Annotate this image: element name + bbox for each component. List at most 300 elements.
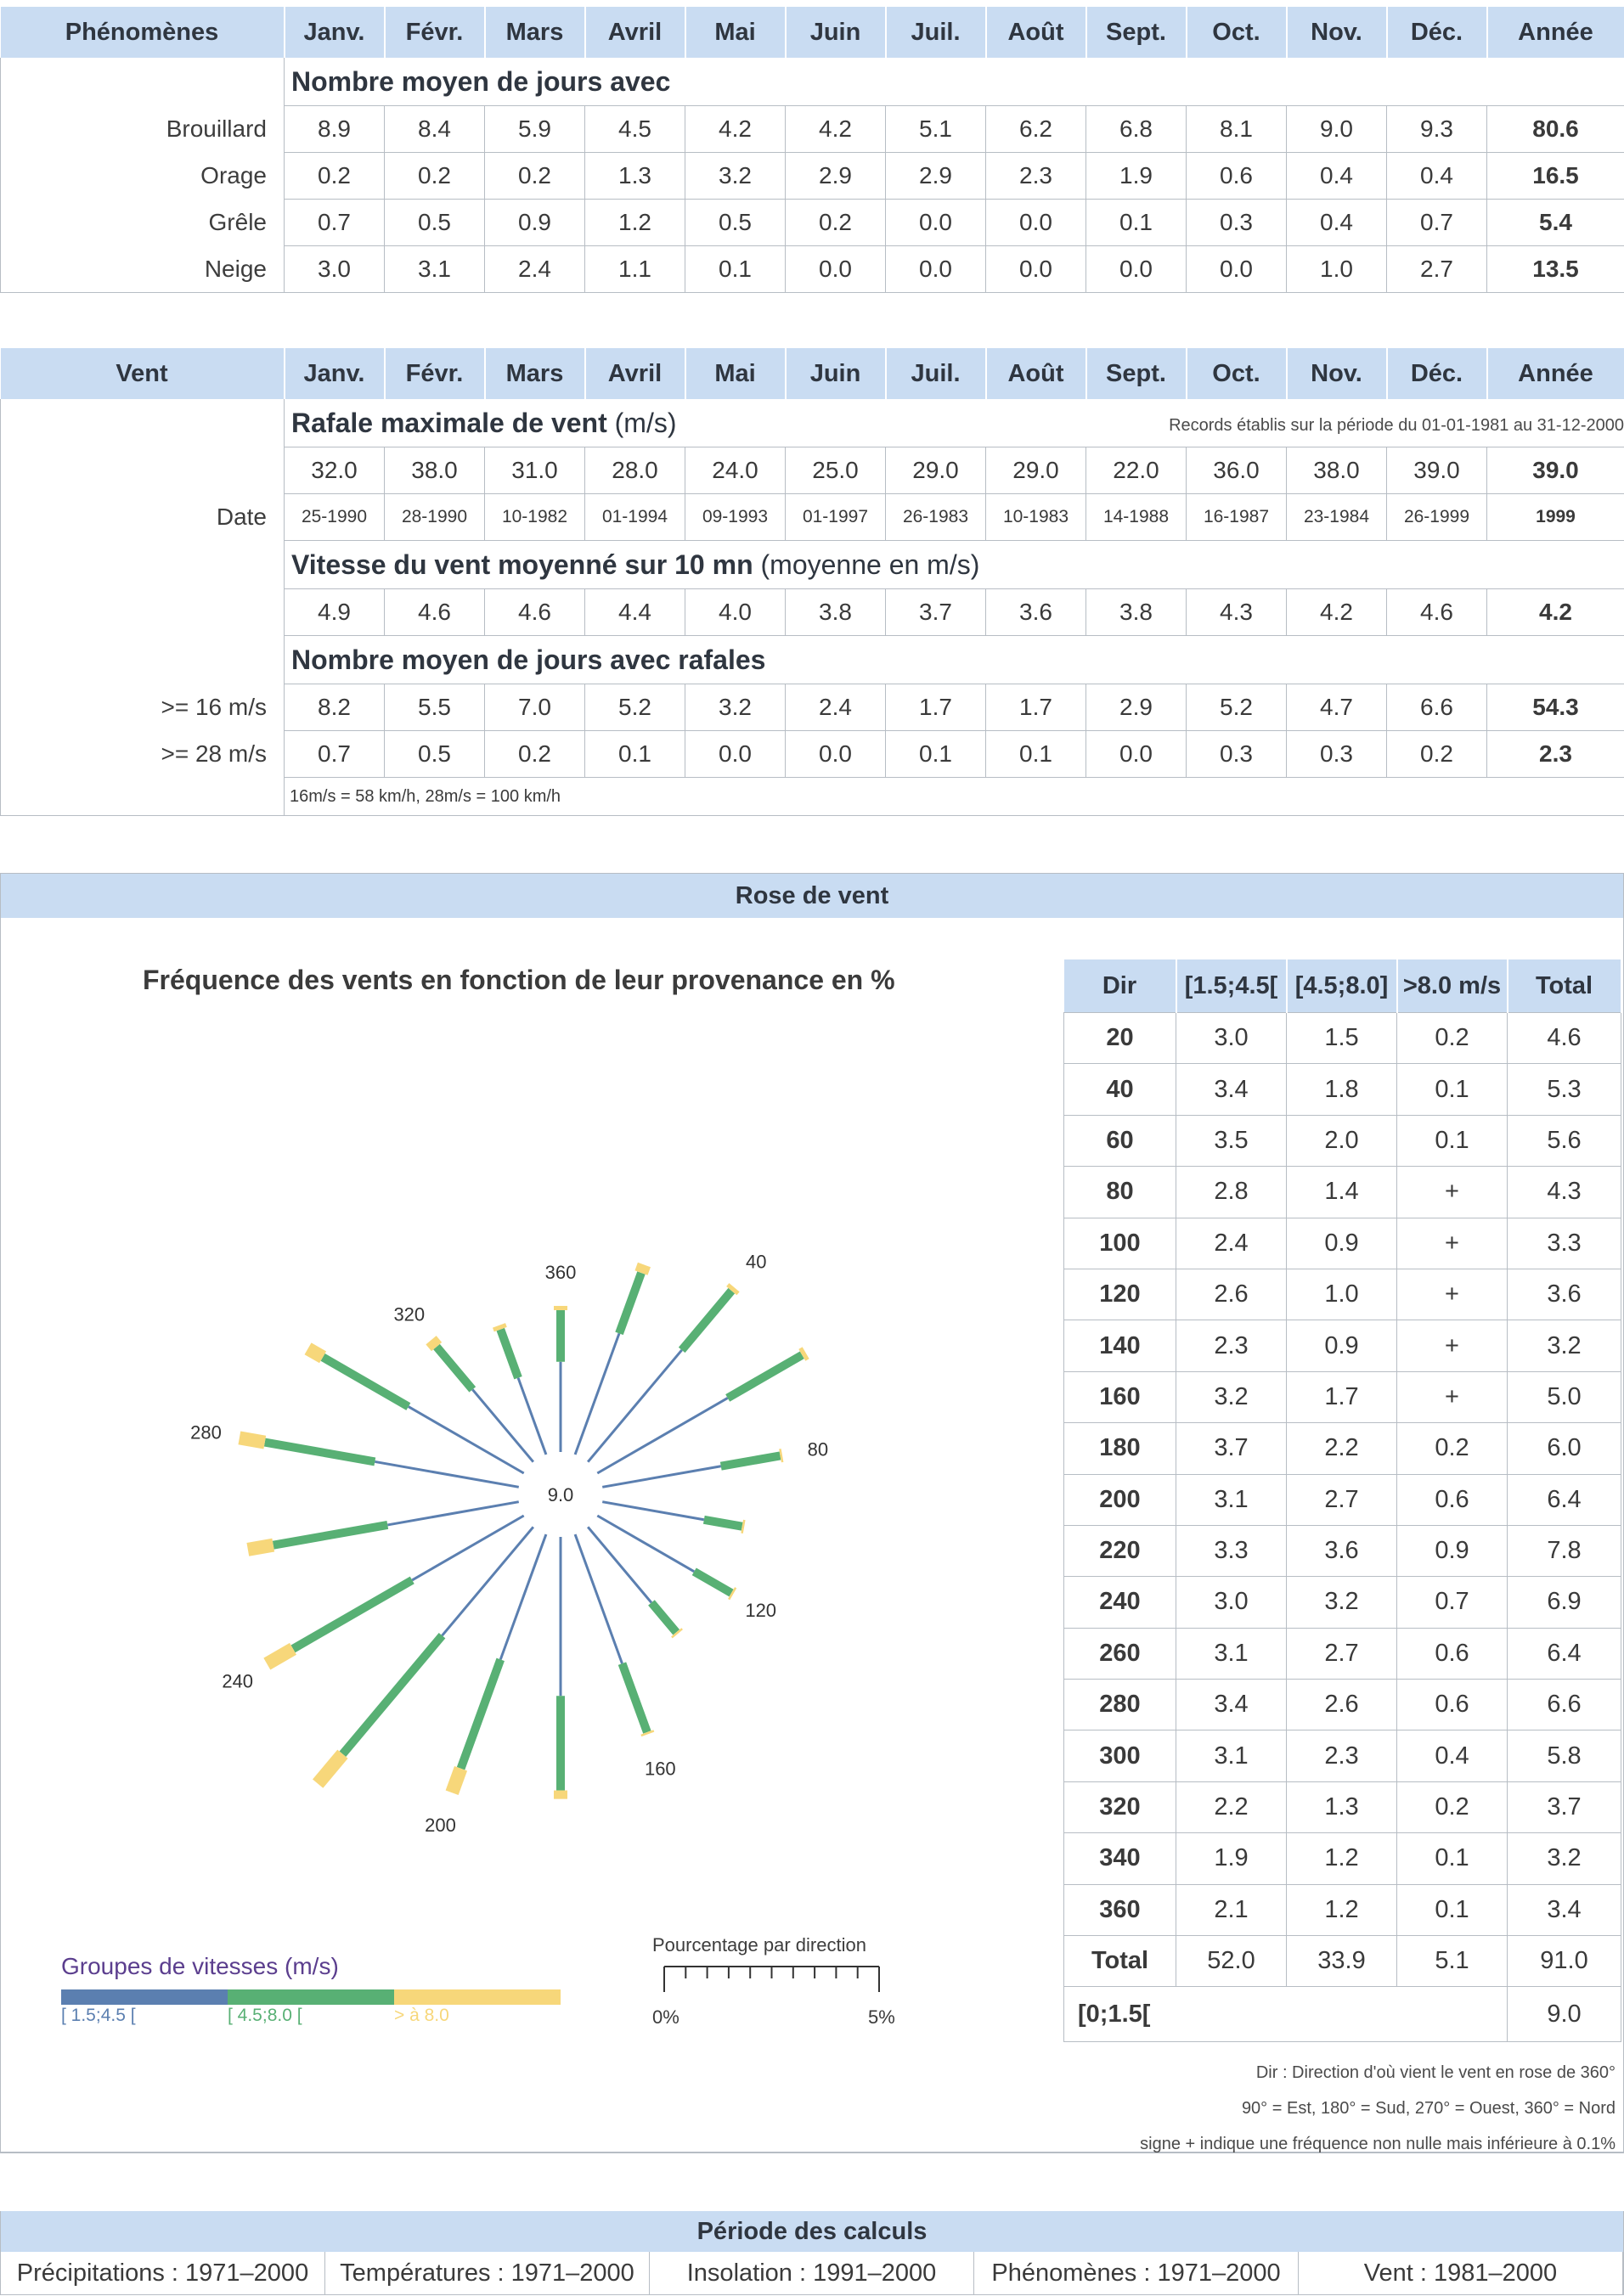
rose-bar-mid xyxy=(728,1355,803,1398)
rose-cell-mid: 1.2 xyxy=(1287,1833,1397,1884)
rose-bar-low xyxy=(597,1516,694,1572)
table-cell: 0.0 xyxy=(886,246,986,293)
rose-axis-label: 240 xyxy=(222,1670,254,1692)
table-cell: 3.7 xyxy=(886,589,986,636)
rose-bar-mid xyxy=(461,1659,501,1768)
rose-note-2: 90° = Est, 180° = Sud, 270° = Ouest, 360° = Nord xyxy=(1241,2099,1616,2118)
vent-col-header: Juin xyxy=(786,348,886,399)
table-cell: 3.8 xyxy=(786,589,886,636)
rose-cell-total: 5.8 xyxy=(1508,1730,1621,1781)
dir-cell: 340 xyxy=(1064,1833,1176,1884)
table-cell: 0.5 xyxy=(385,731,485,778)
rose-bar-high xyxy=(676,1632,678,1634)
rose-axis-label: 320 xyxy=(393,1303,426,1325)
table-cell: 4.7 xyxy=(1287,684,1387,731)
rose-cell-total: 4.3 xyxy=(1508,1167,1621,1218)
rose-cell-total: 6.9 xyxy=(1508,1577,1621,1628)
rose-bar-low xyxy=(375,1461,518,1487)
records-note: Records établis sur la période du 01-01-1981 au 31-12-2000 xyxy=(1169,415,1624,435)
table-row xyxy=(1064,1680,1621,1730)
rose-bar-mid xyxy=(323,1357,409,1406)
table-cell: 8.1 xyxy=(1187,106,1287,153)
rose-bar-low xyxy=(472,1389,533,1461)
table-cell: 9.3 xyxy=(1387,106,1487,153)
table-cell: 0.2 xyxy=(786,200,886,246)
vent-header: Vent xyxy=(1,348,285,399)
row-label: Grêle xyxy=(1,200,285,246)
table-cell: 0.1 xyxy=(986,731,1086,778)
legend-swatch-mid xyxy=(228,1989,394,2005)
table-cell: 38.0 xyxy=(1287,447,1387,494)
calm-center-label: 9.0 xyxy=(547,1484,574,1505)
table-cell: 3.2 xyxy=(685,153,786,200)
dir-cell: 40 xyxy=(1064,1064,1176,1115)
phen-col-header: Août xyxy=(986,7,1086,58)
rose-bar-high xyxy=(452,1769,460,1793)
table-cell: 0.1 xyxy=(886,731,986,778)
table-row xyxy=(1064,1167,1621,1218)
legend-label-low: [ 1.5;4.5 [ xyxy=(61,2006,136,2025)
row-label: >= 16 m/s xyxy=(1,684,285,731)
periode-title: Période des calculs xyxy=(1,2211,1623,2252)
phen-col-header: Mai xyxy=(685,7,786,58)
table-cell: 26-1983 xyxy=(886,494,986,541)
table-cell: 0.1 xyxy=(1086,200,1187,246)
table-cell: 24.0 xyxy=(685,447,786,494)
table-row xyxy=(1064,1884,1621,1935)
table-row xyxy=(1064,1833,1621,1884)
rose-cell-low: 2.6 xyxy=(1176,1269,1287,1320)
rose-cell-total: 3.2 xyxy=(1508,1833,1621,1884)
row-label: >= 28 m/s xyxy=(1,731,285,778)
vent-col-header: Janv. xyxy=(285,348,385,399)
rose-cell-total: 6.4 xyxy=(1508,1628,1621,1679)
dir-cell: 220 xyxy=(1064,1525,1176,1576)
periode-section xyxy=(0,2211,1624,2295)
vent-col-header: Déc. xyxy=(1387,348,1487,399)
table-cell: 3.2 xyxy=(685,684,786,731)
rose-axis-label: 160 xyxy=(644,1758,676,1780)
table-cell: 0.2 xyxy=(1387,731,1487,778)
dir-cell: 180 xyxy=(1064,1423,1176,1474)
rose-bar-mid xyxy=(437,1347,472,1389)
rose-cell-high: 0.1 xyxy=(1397,1115,1508,1166)
table-cell: 4.3 xyxy=(1187,589,1287,636)
phen-col-header: Sept. xyxy=(1086,7,1187,58)
rose-bar-low xyxy=(500,1534,546,1659)
periode-item: Vent : 1981–2000 xyxy=(1299,2252,1623,2294)
table-cell: 0.3 xyxy=(1187,731,1287,778)
table-cell: 1.2 xyxy=(585,200,685,246)
rose-cell-total: 6.6 xyxy=(1508,1680,1621,1730)
rose-bar-high xyxy=(431,1340,437,1347)
rose-bar-mid xyxy=(704,1520,742,1527)
rose-cell-mid: 1.7 xyxy=(1287,1371,1397,1422)
rose-bar-low xyxy=(575,1534,622,1663)
rose-cell-mid: 2.2 xyxy=(1287,1423,1397,1474)
phen-col-header: Déc. xyxy=(1387,7,1487,58)
table-row xyxy=(1064,1269,1621,1320)
table-cell: 3.8 xyxy=(1086,589,1187,636)
rose-bar-high xyxy=(641,1265,644,1274)
rose-cell-high: 0.2 xyxy=(1397,1013,1508,1064)
rose-cell-total: 3.7 xyxy=(1508,1781,1621,1832)
rose-cell-mid: 2.0 xyxy=(1287,1115,1397,1166)
rose-note-1: Dir : Direction d'où vient le vent en rose de 360° xyxy=(1255,2063,1616,2082)
table-cell: 0.4 xyxy=(1287,200,1387,246)
table-cell: 0.0 xyxy=(786,246,886,293)
dir-cell: 320 xyxy=(1064,1781,1176,1832)
dir-cell: 140 xyxy=(1064,1320,1176,1371)
dir-cell: 160 xyxy=(1064,1371,1176,1422)
rose-cell-mid: 2.7 xyxy=(1287,1474,1397,1525)
rose-cell-low: 3.1 xyxy=(1176,1628,1287,1679)
rose-cell-high: 0.1 xyxy=(1397,1833,1508,1884)
table-cell: 5.2 xyxy=(1187,684,1287,731)
rose-cell-high: + xyxy=(1397,1269,1508,1320)
table-cell: 2.9 xyxy=(1086,684,1187,731)
table-cell: 28-1990 xyxy=(385,494,485,541)
table-cell: 5.4 xyxy=(1487,200,1624,246)
rose-bar-high xyxy=(731,1287,734,1291)
rose-axis-label: 40 xyxy=(745,1251,767,1273)
table-cell: 8.4 xyxy=(385,106,485,153)
table-cell: 2.9 xyxy=(786,153,886,200)
table-cell: 23-1984 xyxy=(1287,494,1387,541)
phenomenes-section xyxy=(0,7,1624,293)
rose-bar-mid xyxy=(651,1602,676,1632)
table-cell: 0.0 xyxy=(685,731,786,778)
table-cell: 1.0 xyxy=(1287,246,1387,293)
table-row xyxy=(1064,1064,1621,1115)
dir-cell: 60 xyxy=(1064,1115,1176,1166)
rose-cell-mid: 3.6 xyxy=(1287,1525,1397,1576)
rose-cell-total: 6.4 xyxy=(1508,1474,1621,1525)
table-cell: 0.7 xyxy=(285,731,385,778)
table-cell: 31.0 xyxy=(485,447,585,494)
rose-bar-high xyxy=(499,1325,501,1330)
rose-bar-low xyxy=(443,1527,533,1635)
table-cell: 4.4 xyxy=(585,589,685,636)
rose-bar-high xyxy=(647,1732,648,1734)
table-cell: 3.6 xyxy=(986,589,1086,636)
table-cell: 0.4 xyxy=(1287,153,1387,200)
table-cell: 0.2 xyxy=(485,731,585,778)
table-row xyxy=(1,200,1624,246)
rose-cell-low: 2.3 xyxy=(1176,1320,1287,1371)
rose-cell-mid: 1.8 xyxy=(1287,1064,1397,1115)
rose-cell-low: 3.0 xyxy=(1176,1013,1287,1064)
dir-cell: 120 xyxy=(1064,1269,1176,1320)
periode-item: Phénomènes : 1971–2000 xyxy=(974,2252,1299,2294)
dir-cell: 240 xyxy=(1064,1577,1176,1628)
table-cell: 0.0 xyxy=(886,200,986,246)
table-cell: 1999 xyxy=(1487,494,1624,541)
table-cell: 8.2 xyxy=(285,684,385,731)
table-cell: 2.4 xyxy=(786,684,886,731)
calm-row xyxy=(1064,1987,1621,2042)
rose-bar-high xyxy=(267,1649,293,1664)
table-cell: 16.5 xyxy=(1487,153,1624,200)
rose-bar-low xyxy=(387,1502,518,1525)
vent-col-header: Août xyxy=(986,348,1086,399)
rose-table xyxy=(1063,959,1622,2042)
rose-bar-low xyxy=(597,1398,727,1473)
rose-cell-mid: 1.2 xyxy=(1287,1884,1397,1935)
table-cell: 0.0 xyxy=(1187,246,1287,293)
table-cell: 4.5 xyxy=(585,106,685,153)
table-cell: 8.9 xyxy=(285,106,385,153)
rose-bar-mid xyxy=(619,1273,641,1333)
rose-bar-low xyxy=(518,1378,546,1455)
row-label: Brouillard xyxy=(1,106,285,153)
rose-cell-high: 0.2 xyxy=(1397,1423,1508,1474)
rose-bar-high xyxy=(308,1348,324,1357)
table-row xyxy=(1064,1115,1621,1166)
table-row xyxy=(1064,1013,1621,1064)
table-row xyxy=(1064,1730,1621,1781)
table-cell: 38.0 xyxy=(385,447,485,494)
table-cell: 5.1 xyxy=(886,106,986,153)
rose-bar-mid xyxy=(694,1572,731,1593)
table-cell: 4.2 xyxy=(685,106,786,153)
vent-col-header: Oct. xyxy=(1187,348,1287,399)
table-cell: 4.9 xyxy=(285,589,385,636)
rose-cell-high: 0.7 xyxy=(1397,1577,1508,1628)
table-cell: 3.0 xyxy=(285,246,385,293)
dir-cell: 80 xyxy=(1064,1167,1176,1218)
rose-cell-low: 3.0 xyxy=(1176,1577,1287,1628)
row-label: Orage xyxy=(1,153,285,200)
table-cell: 4.2 xyxy=(1487,589,1624,636)
rose-cell-low: 3.4 xyxy=(1176,1680,1287,1730)
table-cell: 4.2 xyxy=(786,106,886,153)
calm-cell: 9.0 xyxy=(1508,1987,1621,2042)
phen-col-header: Janv. xyxy=(285,7,385,58)
phenomenes-header: Phénomènes xyxy=(1,7,285,58)
phenomenes-subtitle: Nombre moyen de jours avec xyxy=(285,58,1624,106)
table-row xyxy=(1064,1218,1621,1269)
table-cell: 0.3 xyxy=(1287,731,1387,778)
total-cell: 52.0 xyxy=(1176,1936,1287,1987)
legend-bar xyxy=(61,1989,561,2005)
table-cell: 0.6 xyxy=(1187,153,1287,200)
total-label: Total xyxy=(1064,1936,1176,1987)
table-cell: 2.9 xyxy=(886,153,986,200)
rose-bar-high xyxy=(731,1593,733,1594)
rose-cell-mid: 2.7 xyxy=(1287,1628,1397,1679)
rose-table-wrap xyxy=(1063,959,1621,2042)
table-cell: 2.3 xyxy=(1487,731,1624,778)
table-cell: 80.6 xyxy=(1487,106,1624,153)
vent-col-header: Févr. xyxy=(385,348,485,399)
rose-cell-low: 3.4 xyxy=(1176,1064,1287,1115)
vent-section xyxy=(0,348,1624,816)
table-cell: 13.5 xyxy=(1487,246,1624,293)
calm-label: [0;1.5[ xyxy=(1064,1987,1508,2042)
table-row xyxy=(1064,1474,1621,1525)
rose-cell-total: 7.8 xyxy=(1508,1525,1621,1576)
legend-swatch-low xyxy=(61,1989,228,2005)
rose-cell-low: 3.3 xyxy=(1176,1525,1287,1576)
rose-bar-mid xyxy=(293,1580,412,1649)
rose-cell-high: 0.2 xyxy=(1397,1781,1508,1832)
table-cell: 01-1997 xyxy=(786,494,886,541)
phen-col-header: Avril xyxy=(585,7,685,58)
rose-cell-high: 0.6 xyxy=(1397,1680,1508,1730)
rose-axis-label: 80 xyxy=(807,1438,829,1460)
table-cell: 0.3 xyxy=(1187,200,1287,246)
rose-cell-mid: 3.2 xyxy=(1287,1577,1397,1628)
rose-cell-low: 2.2 xyxy=(1176,1781,1287,1832)
vent-col-header: Avril xyxy=(585,348,685,399)
table-cell: 0.2 xyxy=(485,153,585,200)
table-row xyxy=(1,106,1624,153)
rose-bar-mid xyxy=(622,1663,646,1732)
rose-cell-total: 6.0 xyxy=(1508,1423,1621,1474)
phen-col-header: Oct. xyxy=(1187,7,1287,58)
rose-col-header: [1.5;4.5[ xyxy=(1176,959,1287,1013)
rose-axis-label: 280 xyxy=(190,1421,222,1443)
rose-cell-high: 0.6 xyxy=(1397,1628,1508,1679)
rose-bar-high xyxy=(318,1754,342,1784)
table-cell: 0.5 xyxy=(685,200,786,246)
periode-item: Températures : 1971–2000 xyxy=(325,2252,650,2294)
rose-cell-low: 3.1 xyxy=(1176,1730,1287,1781)
rose-cell-high: 0.1 xyxy=(1397,1064,1508,1115)
table-cell: 29.0 xyxy=(886,447,986,494)
table-row xyxy=(1064,1525,1621,1576)
rose-bar-mid xyxy=(721,1455,781,1466)
wind-rose-chart xyxy=(0,1172,1053,1851)
scale-title: Pourcentage par direction xyxy=(652,1934,866,1956)
table-cell: 5.5 xyxy=(385,684,485,731)
rose-bar-mid xyxy=(500,1330,518,1378)
legend-label-high: > à 8.0 xyxy=(394,2006,449,2025)
table-cell: 0.1 xyxy=(585,731,685,778)
vent-table xyxy=(0,348,1624,816)
table-cell: 1.7 xyxy=(986,684,1086,731)
rose-cell-mid: 0.9 xyxy=(1287,1320,1397,1371)
rose-bar-high xyxy=(802,1353,805,1355)
rose-axis-label: 200 xyxy=(425,1814,456,1836)
legend-swatch-high xyxy=(394,1989,561,2005)
rose-cell-high: + xyxy=(1397,1371,1508,1422)
rose-col-header: Dir xyxy=(1064,959,1176,1013)
table-cell: 0.2 xyxy=(385,153,485,200)
table-cell: 4.6 xyxy=(385,589,485,636)
rose-cell-low: 3.5 xyxy=(1176,1115,1287,1166)
rose-bar-mid xyxy=(682,1291,732,1350)
table-cell: 1.9 xyxy=(1086,153,1187,200)
rose-cell-total: 4.6 xyxy=(1508,1013,1621,1064)
rose-cell-mid: 1.5 xyxy=(1287,1013,1397,1064)
table-cell: 01-1994 xyxy=(585,494,685,541)
table-cell: 36.0 xyxy=(1187,447,1287,494)
phen-col-header: Juil. xyxy=(886,7,986,58)
rose-col-header: Total xyxy=(1508,959,1621,1013)
phen-col-header: Nov. xyxy=(1287,7,1387,58)
vitesse-unit: (moyenne en m/s) xyxy=(760,549,980,580)
scale-min: 0% xyxy=(652,2006,679,2028)
rose-cell-mid: 0.9 xyxy=(1287,1218,1397,1269)
scale-max: 5% xyxy=(868,2006,895,2028)
table-row xyxy=(1064,1320,1621,1371)
table-cell: 0.4 xyxy=(1387,153,1487,200)
dir-cell: 100 xyxy=(1064,1218,1176,1269)
rose-bar-low xyxy=(409,1407,524,1473)
rose-axis-label: 120 xyxy=(745,1600,777,1622)
table-cell: 7.0 xyxy=(485,684,585,731)
table-cell: 4.6 xyxy=(1387,589,1487,636)
rafale-title: Rafale maximale de vent xyxy=(291,407,607,438)
table-cell: 0.1 xyxy=(685,246,786,293)
table-cell: 0.9 xyxy=(485,200,585,246)
table-cell: 0.0 xyxy=(786,731,886,778)
rose-cell-total: 3.2 xyxy=(1508,1320,1621,1371)
rose-cell-total: 3.4 xyxy=(1508,1884,1621,1935)
rose-bar-low xyxy=(588,1350,682,1462)
table-cell: 2.4 xyxy=(485,246,585,293)
table-cell: 6.6 xyxy=(1387,684,1487,731)
dir-cell: 300 xyxy=(1064,1730,1176,1781)
scale-ruler xyxy=(659,1963,884,1997)
table-cell: 39.0 xyxy=(1487,447,1624,494)
rose-chart-title: Fréquence des vents en fonction de leur provenance en % xyxy=(143,965,895,995)
table-cell: 3.1 xyxy=(385,246,485,293)
table-cell: 10-1982 xyxy=(485,494,585,541)
rose-bar-low xyxy=(412,1516,523,1580)
rose-cell-high: 0.6 xyxy=(1397,1474,1508,1525)
rose-bar-high xyxy=(248,1545,273,1550)
rose-cell-total: 3.6 xyxy=(1508,1269,1621,1320)
table-row xyxy=(1,246,1624,293)
table-cell: 5.2 xyxy=(585,684,685,731)
rose-cell-mid: 1.0 xyxy=(1287,1269,1397,1320)
table-row xyxy=(1064,1423,1621,1474)
table-cell: 9.0 xyxy=(1287,106,1387,153)
rose-cell-mid: 2.3 xyxy=(1287,1730,1397,1781)
row-label: Neige xyxy=(1,246,285,293)
rose-bar-high xyxy=(240,1438,265,1442)
rose-bar-mid xyxy=(265,1443,375,1462)
rose-cell-total: 5.6 xyxy=(1508,1115,1621,1166)
rose-axis-label: 360 xyxy=(544,1261,577,1283)
table-row xyxy=(1064,1371,1621,1422)
table-cell: 0.0 xyxy=(986,200,1086,246)
rose-note-3: signe + indique une fréquence non nulle mais inférieure à 0.1% xyxy=(1140,2135,1616,2153)
rose-cell-low: 2.4 xyxy=(1176,1218,1287,1269)
table-cell: 6.8 xyxy=(1086,106,1187,153)
total-row xyxy=(1064,1936,1621,1987)
table-cell: 25.0 xyxy=(786,447,886,494)
table-cell: 14-1988 xyxy=(1086,494,1187,541)
rose-notes xyxy=(936,2055,1616,2162)
table-cell: 2.7 xyxy=(1387,246,1487,293)
vent-col-header: Année xyxy=(1487,348,1624,399)
rose-cell-low: 3.7 xyxy=(1176,1423,1287,1474)
rose-cell-total: 5.3 xyxy=(1508,1064,1621,1115)
table-cell: 4.0 xyxy=(685,589,786,636)
dir-cell: 200 xyxy=(1064,1474,1176,1525)
legend-label-mid: [ 4.5;8.0 [ xyxy=(228,2006,302,2025)
rose-cell-high: 0.4 xyxy=(1397,1730,1508,1781)
table-cell: 5.9 xyxy=(485,106,585,153)
date-label: Date xyxy=(1,494,285,541)
legend-title: Groupes de vitesses (m/s) xyxy=(61,1953,339,1979)
table-cell: 26-1999 xyxy=(1387,494,1487,541)
rose-bar-mid xyxy=(273,1525,388,1545)
